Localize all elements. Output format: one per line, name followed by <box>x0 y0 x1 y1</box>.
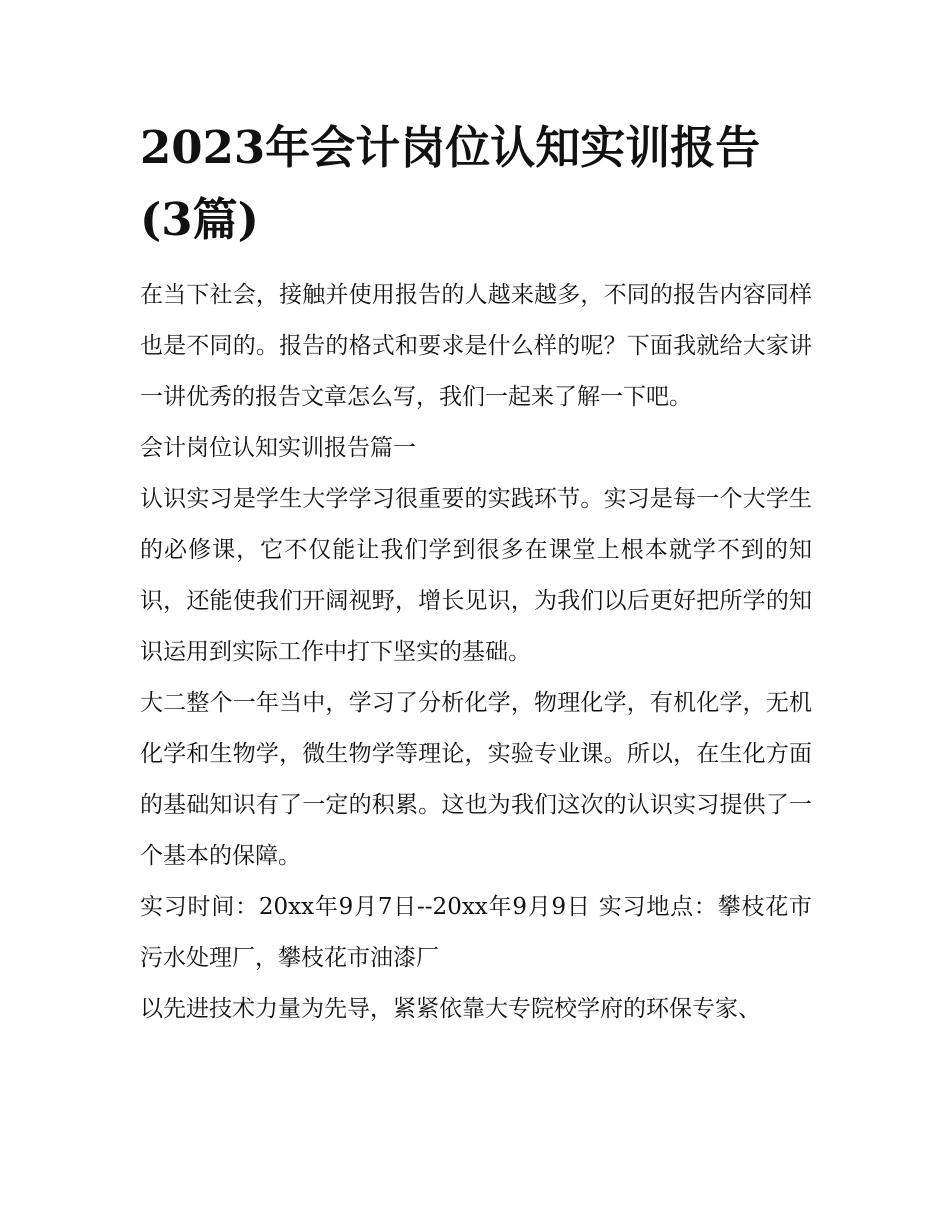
document-title: 2023年会计岗位认知实训报告(3篇) <box>140 121 761 246</box>
document-body <box>140 112 812 1035</box>
internship-info-paragraph: 实习时间：20xx年9月7日--20xx年9月9日 实习地点：攀枝花市污水处理厂，攀枝花市油漆厂 <box>140 894 812 971</box>
intro-paragraph: 在当下社会，接触并使用报告的人越来越多，不同的报告内容同样也是不同的。报告的格式和要求是什么样的呢？下面我就给大家讲一讲优秀的报告文章怎么写，我们一起来了解一下吧。 <box>140 282 812 410</box>
body-paragraph: 认识实习是学生大学学习很重要的实践环节。实习是每一个大学生的必修课，它不仅能让我们学到很多在课堂上根本就学不到的知识，还能使我们开阔视野，增长见识，为我们以后更好把所学的知识运用到实际工作中打下坚实的基础。 <box>140 486 812 665</box>
body-paragraph: 大二整个一年当中，学习了分析化学，物理化学，有机化学，无机化学和生物学，微生物学等理论，实验专业课。所以，在生化方面的基础知识有了一定的积累。这也为我们这次的认识实习提供了一个基本的保障。 <box>140 690 812 869</box>
section-heading: 会计岗位认知实训报告篇一 <box>140 435 416 461</box>
body-paragraph: 以先进技术力量为先导，紧紧依靠大专院校学府的环保专家、 <box>140 996 761 1022</box>
